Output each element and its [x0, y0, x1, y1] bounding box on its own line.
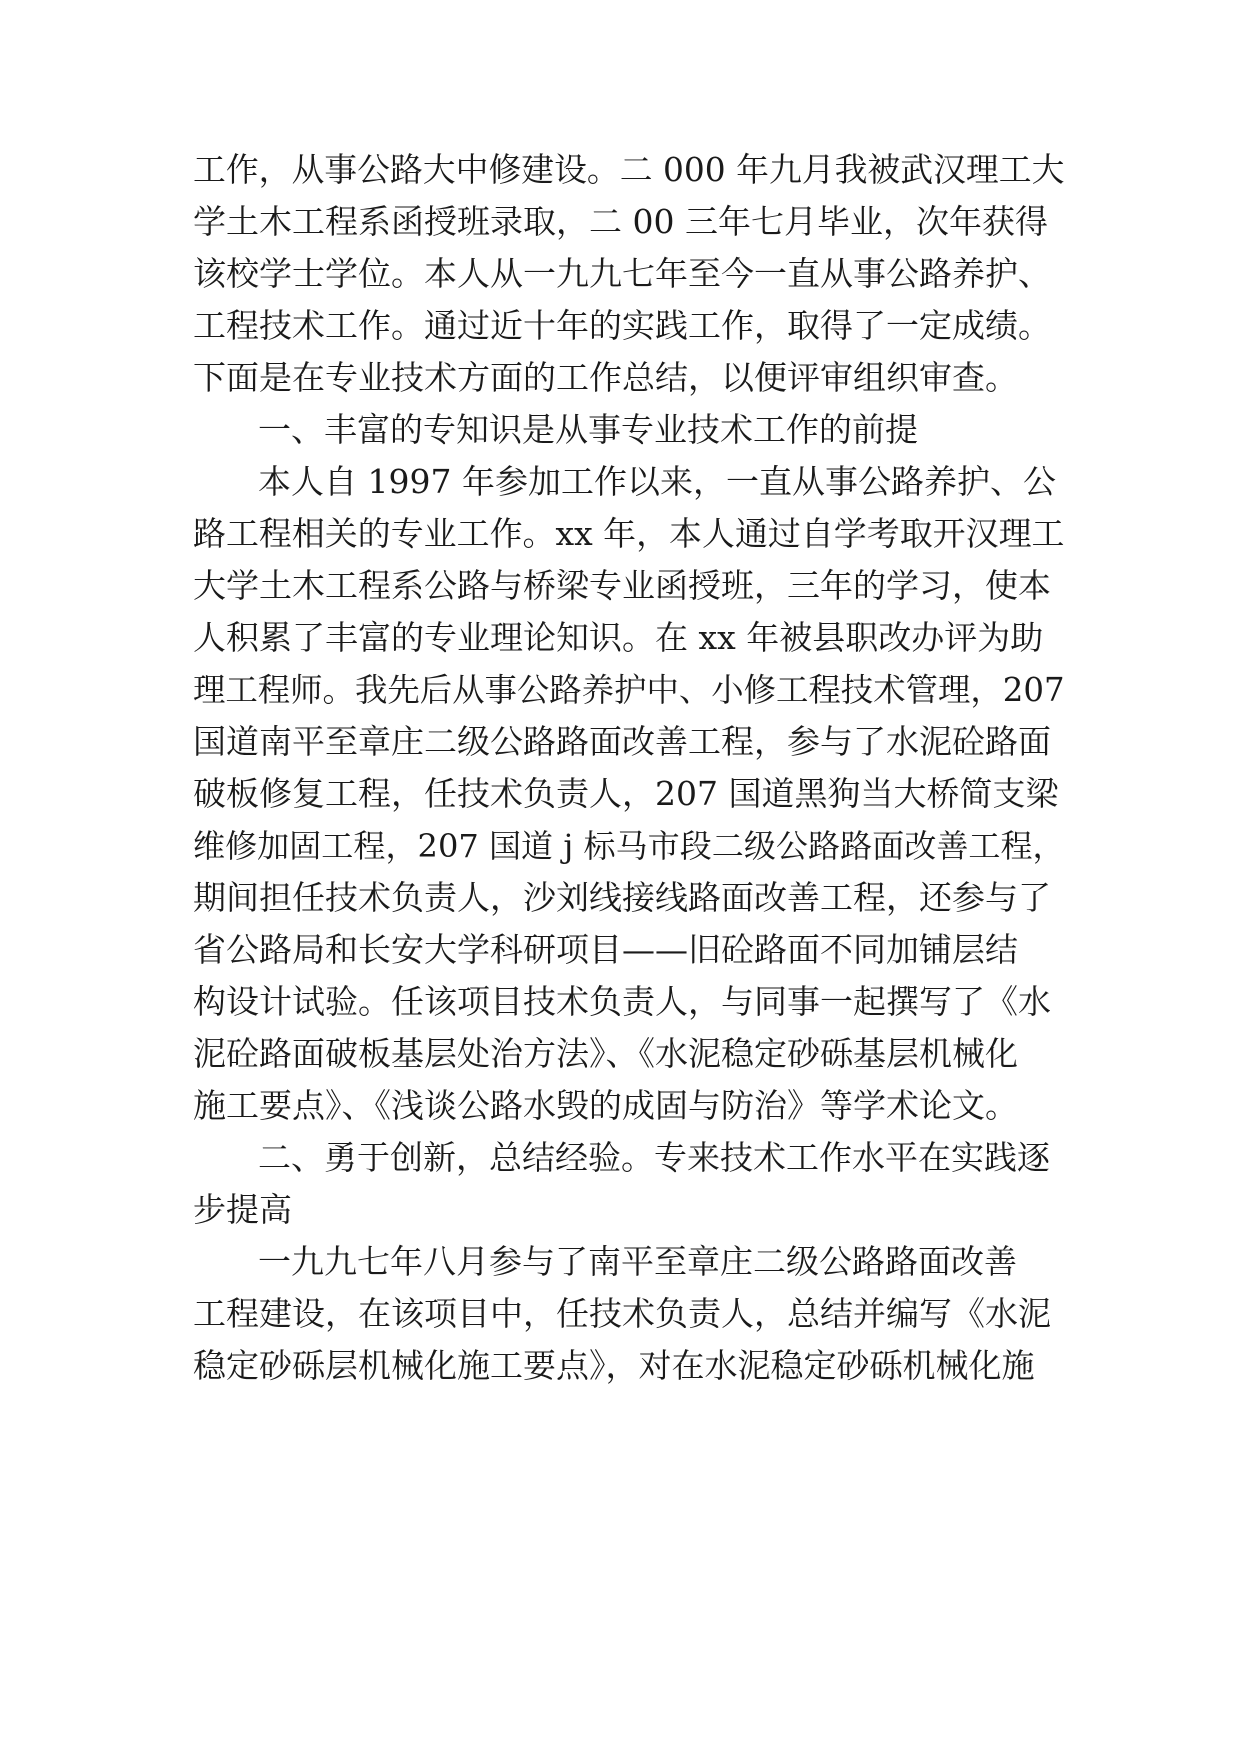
- text-line: 泥砼路面破板基层处治方法》、《水泥稳定砂砾基层机械化: [193, 1034, 1018, 1073]
- text-line: 该校学士学位。本人从一九九七年至今一直从事公路养护、: [193, 254, 1051, 293]
- section-heading-1: 一、丰富的专知识是从事专业技术工作的前提: [258, 410, 918, 449]
- text-line: 省公路局和长安大学科研项目——旧砼路面不同加铺层结: [193, 930, 1018, 969]
- text-line: 期间担任技术负责人，沙刘线接线路面改善工程，还参与了: [193, 878, 1051, 917]
- text-line: 路工程相关的专业工作。xx 年，本人通过自学考取开汉理工: [193, 514, 1065, 553]
- text-line: 工程建设，在该项目中，任技术负责人，总结并编写《水泥: [193, 1294, 1051, 1333]
- text-line: 下面是在专业技术方面的工作总结，以便评审组织审查。: [193, 358, 1018, 397]
- text-line: 施工要点》、《浅谈公路水毁的成固与防治》等学术论文。: [193, 1086, 1018, 1125]
- text-line: 国道南平至章庄二级公路路面改善工程，参与了水泥砼路面: [193, 722, 1051, 761]
- text-line: 破板修复工程，任技术负责人，207 国道黑狗当大桥简支梁: [193, 774, 1059, 813]
- text-line: 理工程师。我先后从事公路养护中、小修工程技术管理，207: [193, 671, 1065, 709]
- text-line: 稳定砂砾层机械化施工要点》，对在水泥稳定砂砾机械化施: [193, 1346, 1035, 1385]
- text-line: 构设计试验。任该项目技术负责人，与同事一起撰写了《水: [193, 982, 1051, 1021]
- text-line: 维修加固工程，207 国道 j 标马市段二级公路路面改善工程，: [193, 827, 1065, 865]
- section-heading-2: 二、勇于创新，总结经验。专来技术工作水平在实践逐: [258, 1138, 1050, 1177]
- text-line: 学土木工程系函授班录取，二 00 三年七月毕业，次年获得: [193, 202, 1048, 241]
- text-line: 一九九七年八月参与了南平至章庄二级公路路面改善: [258, 1242, 1017, 1281]
- text-line: 大学土木工程系公路与桥梁专业函授班，三年的学习，使本: [193, 566, 1051, 605]
- text-line: 人积累了丰富的专业理论知识。在 xx 年被县职改办评为助: [193, 618, 1044, 657]
- text-line: 本人自 1997 年参加工作以来，一直从事公路养护、公: [258, 462, 1056, 501]
- text-line: 工程技术工作。通过近十年的实践工作，取得了一定成绩。: [193, 306, 1051, 345]
- section-heading-2-continued: 步提高: [193, 1190, 292, 1229]
- text-line: 工作，从事公路大中修建设。二 000 年九月我被武汉理工大: [193, 151, 1065, 189]
